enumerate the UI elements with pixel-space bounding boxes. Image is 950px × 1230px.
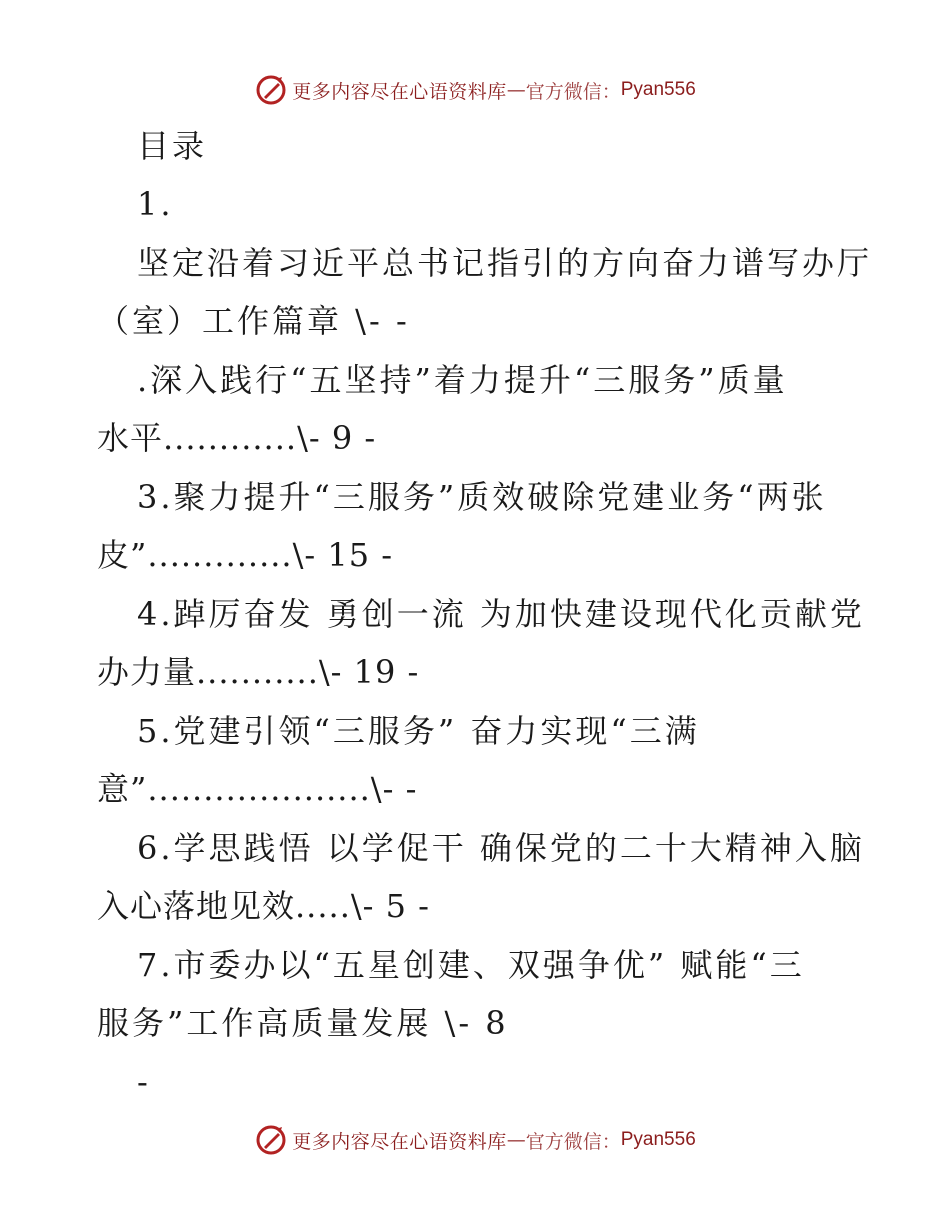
toc-item-2-line-2[interactable]: 水平............\- 9 - [97,419,377,457]
toc-trailing-dash: - [137,1063,151,1101]
watermark-wechat-id: Pyan556 [620,79,696,100]
toc-item-1-line-2[interactable]: （室）工作篇章 \- - [97,302,410,340]
toc-item-3-line-1[interactable]: 3.聚力提升“三服务”质效破除党建业务“两张 [137,478,827,516]
toc-item-1-line-1[interactable]: 坚定沿着习近平总书记指引的方向奋力谱写办厅 [137,244,873,282]
watermark-main-text: 更多内容尽在心语资料库 [292,1130,507,1153]
toc-item-1-number: 1. [137,185,174,223]
watermark-wechat-label: 官方微信： [525,1130,621,1153]
toc-item-4-line-1[interactable]: 4.踔厉奋发 勇创一流 为加快建设现代化贡献党 [137,595,865,633]
watermark-main-text: 更多内容尽在心语资料库 [292,80,507,103]
toc-item-2-line-1[interactable]: .深入践行“五坚持”着力提升“三服务”质量 [137,361,788,399]
footer-watermark [0,1120,950,1160]
watermark-separator: — [506,1129,526,1151]
quill-logo-icon [254,1123,288,1157]
header-watermark [0,70,950,110]
toc-item-7-line-1[interactable]: 7.市委办以“五星创建、双强争优” 赋能“三 [137,946,805,984]
toc-item-6-line-1[interactable]: 6.学思践悟 以学促干 确保党的二十大精神入脑 [137,829,865,867]
quill-logo-icon [254,73,288,107]
toc-item-4-line-2[interactable]: 办力量...........\- 19 - [97,653,420,691]
toc-item-6-line-2[interactable]: 入心落地见效.....\- 5 - [97,887,430,925]
toc-item-3-line-2[interactable]: 皮”.............\- 15 - [97,536,394,574]
toc-item-7-line-2[interactable]: 服务”工作高质量发展 \- 8 [97,1004,509,1042]
watermark-separator: — [506,79,526,101]
toc-item-5-line-1[interactable]: 5.党建引领“三服务” 奋力实现“三满 [137,712,700,750]
watermark-wechat-id: Pyan556 [620,1129,696,1150]
toc-heading: 目录 [137,127,208,165]
watermark-wechat-label: 官方微信： [525,80,621,103]
toc-item-5-line-2[interactable]: 意”....................\- - [97,770,418,808]
